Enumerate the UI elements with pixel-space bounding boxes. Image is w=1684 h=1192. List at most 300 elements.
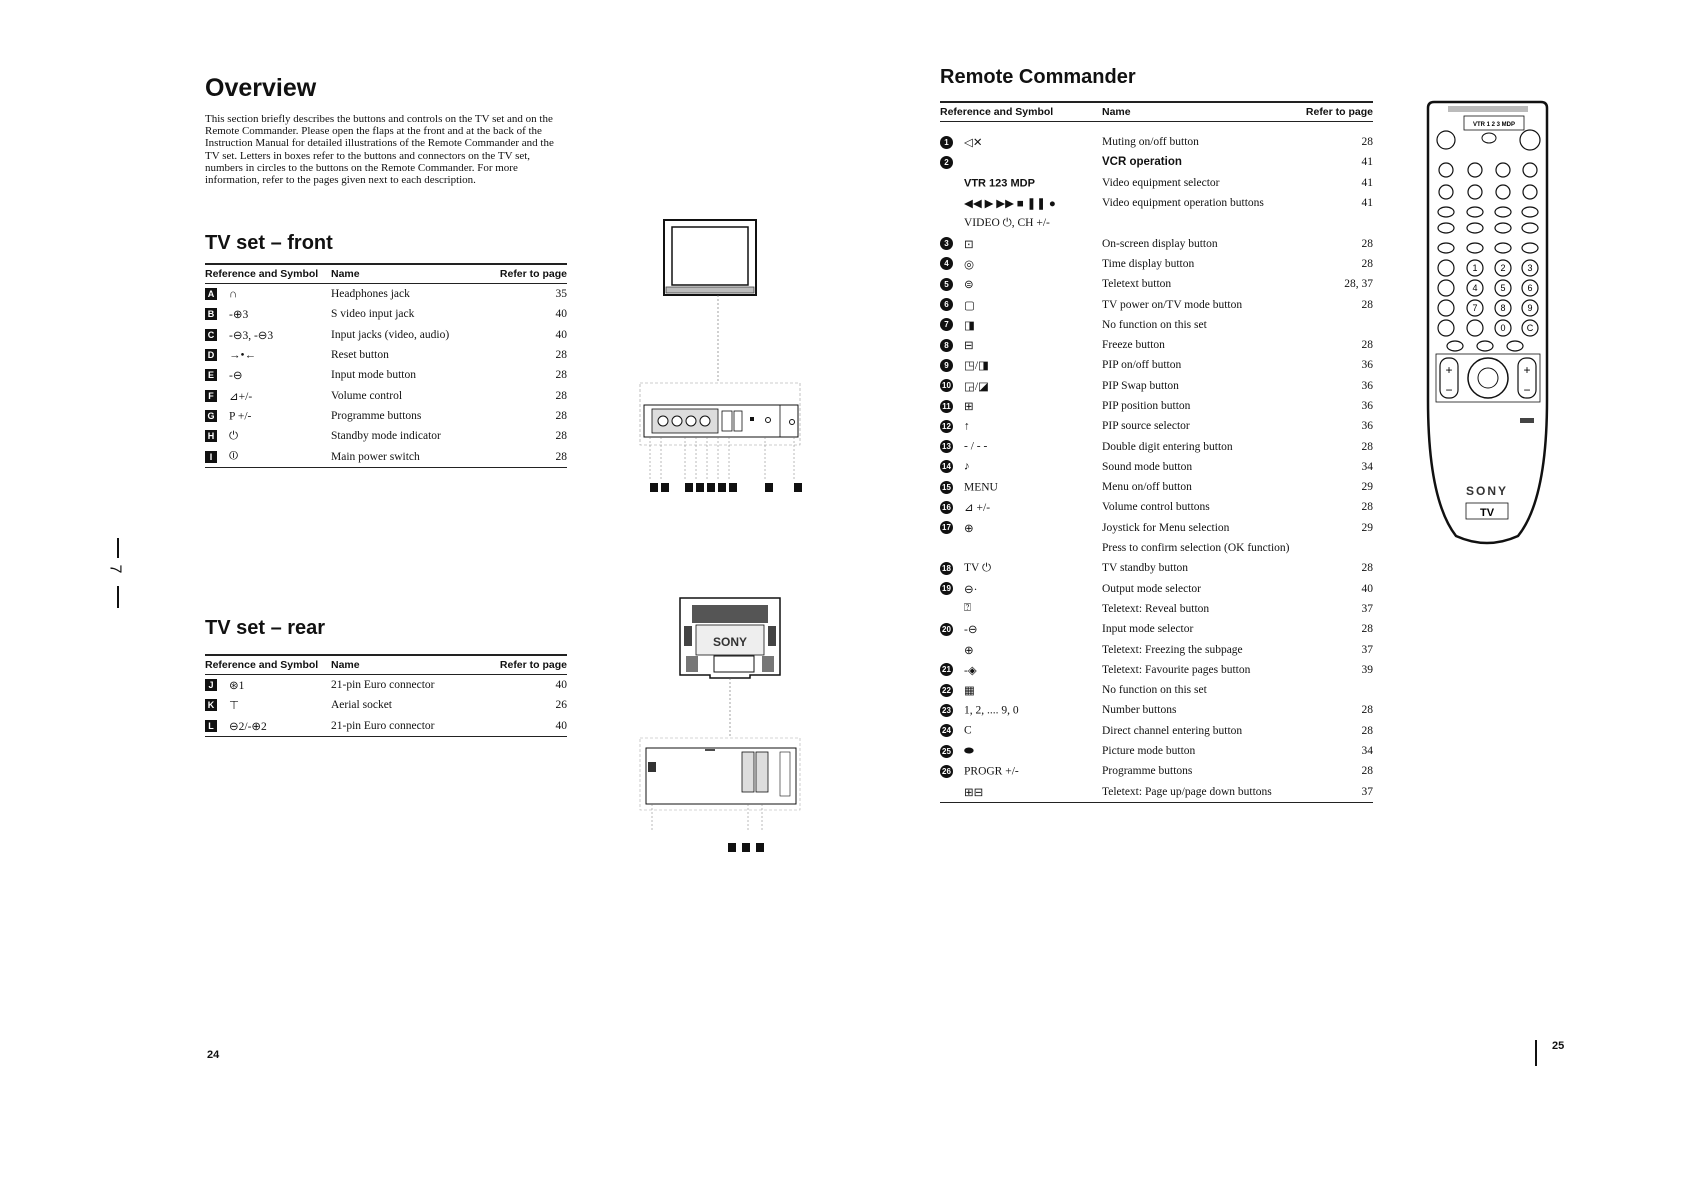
page-cell: 36 bbox=[1361, 400, 1373, 412]
name-cell: Freeze button bbox=[1102, 339, 1165, 352]
table-row bbox=[940, 579, 1373, 599]
ref-cell bbox=[940, 132, 1102, 152]
page-cell: 39 bbox=[1361, 663, 1373, 676]
svg-text:3: 3 bbox=[1527, 263, 1533, 273]
remote-vtr-label: VTR 1 2 3 MDP bbox=[1472, 122, 1516, 128]
table-row bbox=[940, 721, 1373, 741]
name-cell: TV power on/TV mode button bbox=[1102, 298, 1243, 311]
spacer-cell bbox=[940, 122, 1373, 133]
ref-symbol: ⊿ +/- bbox=[964, 502, 991, 515]
ref-number-circle: 12 bbox=[940, 420, 953, 433]
table-row bbox=[205, 675, 567, 696]
ref-number-circle: 16 bbox=[940, 501, 953, 514]
ref-number-circle: 25 bbox=[940, 745, 953, 758]
ref-number-cell bbox=[940, 237, 964, 250]
name-cell: PIP Swap button bbox=[1102, 379, 1179, 392]
name-cell: Video equipment selector bbox=[1102, 176, 1220, 189]
page-cell bbox=[1293, 315, 1373, 335]
name-cell: Input mode button bbox=[331, 369, 416, 382]
page-cell: 28 bbox=[1361, 501, 1373, 514]
page-cell: 28 bbox=[1361, 298, 1373, 311]
tv-rear-brand: SONY bbox=[712, 635, 748, 649]
page-cell: 28 bbox=[555, 349, 567, 362]
ref-cell bbox=[940, 416, 1102, 436]
tv-front-labels bbox=[650, 483, 830, 495]
col-name: Name bbox=[331, 655, 487, 675]
ref-number-cell bbox=[940, 379, 964, 392]
name-cell: Headphones jack bbox=[331, 288, 410, 301]
ref-number-circle: 26 bbox=[940, 765, 953, 778]
page-cell: 34 bbox=[1361, 745, 1373, 758]
ref-symbol: ⊞ bbox=[964, 401, 974, 413]
name-cell: Teletext: Reveal button bbox=[1102, 602, 1210, 615]
ref-cell bbox=[940, 761, 1102, 781]
ref-symbol: ⊡ bbox=[964, 238, 974, 251]
col-name: Name bbox=[331, 264, 487, 284]
page-cell: 28 bbox=[1361, 136, 1373, 149]
ref-letter-box: A bbox=[205, 288, 217, 300]
remote-illustration bbox=[1420, 100, 1555, 550]
margin-mark: 7 bbox=[106, 564, 124, 574]
ref-symbol: →•← bbox=[229, 349, 257, 362]
ref-symbol: MENU bbox=[964, 481, 998, 494]
name-cell: Programme buttons bbox=[331, 409, 422, 422]
page-cell: 28 bbox=[487, 446, 567, 467]
page-cell: 40 bbox=[487, 716, 567, 737]
ref-number-cell bbox=[940, 420, 964, 433]
ref-number-circle: 9 bbox=[940, 359, 953, 372]
ref-number-circle: 23 bbox=[940, 704, 953, 717]
name-cell: PIP position button bbox=[1102, 400, 1191, 412]
margin-bar-top bbox=[117, 538, 119, 558]
ref-cell bbox=[940, 274, 1102, 294]
ref-symbol: ⊿+/- bbox=[229, 390, 253, 403]
table-row bbox=[940, 335, 1373, 355]
ref-symbol: -⊕3 bbox=[229, 309, 249, 322]
ref-cell bbox=[205, 325, 331, 345]
ref-cell bbox=[940, 538, 1102, 558]
remote-table bbox=[940, 101, 1373, 803]
ref-cell bbox=[940, 558, 1102, 578]
page-cell: 29 bbox=[1361, 521, 1373, 534]
ref-symbol: -⊖ bbox=[964, 624, 978, 637]
ref-number-circle: 19 bbox=[940, 582, 953, 595]
ref-cell bbox=[940, 721, 1102, 741]
ref-number-cell bbox=[940, 156, 964, 169]
ref-number-cell bbox=[940, 562, 964, 575]
table-row bbox=[940, 152, 1373, 172]
name-cell: Teletext: Freezing the subpage bbox=[1102, 643, 1243, 656]
svg-text:−: − bbox=[1523, 383, 1531, 397]
ref-symbol: ⊖· bbox=[964, 583, 978, 596]
page-cell: 28 bbox=[1361, 724, 1373, 737]
remote-section-title: Remote Commander bbox=[940, 66, 1136, 88]
name-cell: Time display button bbox=[1102, 257, 1195, 270]
page-cell: 41 bbox=[1361, 176, 1373, 189]
page-cell: 28 bbox=[1361, 765, 1373, 778]
page-cell: 40 bbox=[555, 328, 567, 341]
ref-number-cell bbox=[940, 684, 964, 697]
ref-cell bbox=[940, 579, 1102, 599]
tv-rear-label bbox=[742, 843, 750, 852]
ref-cell bbox=[940, 152, 1102, 172]
ref-symbol: - / - - bbox=[964, 440, 988, 453]
page-cell: 28 bbox=[1361, 623, 1373, 636]
ref-cell bbox=[940, 639, 1102, 659]
table-row bbox=[205, 695, 567, 715]
table-row bbox=[940, 132, 1373, 152]
table-row bbox=[205, 284, 567, 305]
table-row bbox=[940, 193, 1373, 213]
name-cell: Picture mode button bbox=[1102, 745, 1196, 758]
table-row bbox=[940, 680, 1373, 700]
name-cell: 21-pin Euro connector bbox=[331, 716, 487, 737]
page-number-right: 25 bbox=[1552, 1040, 1565, 1052]
svg-text:4: 4 bbox=[1472, 283, 1478, 293]
svg-text:6: 6 bbox=[1527, 283, 1533, 293]
ref-number-circle: 1 bbox=[940, 136, 953, 149]
margin-bar-bottom bbox=[117, 586, 119, 608]
table-row bbox=[940, 173, 1373, 193]
svg-text:+: + bbox=[1445, 363, 1453, 377]
ref-number-cell bbox=[940, 400, 964, 413]
ref-number-cell bbox=[940, 765, 964, 778]
ref-number-cell bbox=[940, 623, 964, 636]
name-cell: Reset button bbox=[331, 349, 389, 362]
name-cell: Muting on/off button bbox=[1102, 136, 1199, 149]
name-cell: Sound mode button bbox=[1102, 460, 1193, 473]
svg-text:5: 5 bbox=[1500, 283, 1506, 293]
ref-cell bbox=[940, 660, 1102, 680]
table-row bbox=[940, 213, 1373, 233]
name-cell: Joystick for Menu selection bbox=[1102, 521, 1230, 534]
page-cell: 34 bbox=[1361, 460, 1373, 473]
table-row bbox=[205, 385, 567, 405]
col-page: Refer to page bbox=[487, 655, 567, 675]
ref-number-circle: 24 bbox=[940, 724, 953, 737]
ref-letter-box: C bbox=[205, 329, 217, 341]
name-cell: Teletext: Page up/page down buttons bbox=[1102, 782, 1293, 803]
table-row bbox=[205, 345, 567, 365]
ref-symbol: C bbox=[964, 724, 972, 737]
table-row bbox=[940, 254, 1373, 274]
ref-symbol: ∩ bbox=[229, 288, 238, 301]
name-cell: Menu on/off button bbox=[1102, 481, 1192, 494]
remote-brand: SONY bbox=[1465, 484, 1509, 498]
ref-symbol: ⊕ bbox=[964, 522, 974, 535]
table-row bbox=[940, 538, 1373, 558]
ref-number-circle: 21 bbox=[940, 663, 953, 676]
ref-cell bbox=[205, 365, 331, 385]
name-cell: Double digit entering button bbox=[1102, 440, 1233, 453]
ref-number-cell bbox=[940, 257, 964, 270]
table-row bbox=[205, 325, 567, 345]
page-cell: 37 bbox=[1361, 643, 1373, 656]
ref-number-circle: 5 bbox=[940, 278, 953, 291]
ref-letter-box: F bbox=[205, 390, 217, 402]
name-cell: Volume control buttons bbox=[1102, 501, 1210, 514]
page-cell: 28 bbox=[1361, 440, 1373, 453]
col-name: Name bbox=[1102, 102, 1293, 122]
name-cell: Standby mode indicator bbox=[331, 430, 441, 443]
intro-paragraph: This section briefly describes the buttons and controls on the TV set and on the Remote Commander. Please open the flaps at the front and at the back of the Instruction Manual for detailed illustrations of the Remote Commander and the TV set. Letters in boxes refer to the buttons and connectors on the TV set, numbers in circles to the buttons on the Remote Commander. For more information, refer to the pages given next to each description. bbox=[205, 113, 554, 187]
ref-symbol: -⊖3, -⊖3 bbox=[229, 329, 274, 342]
page-cell: 41 bbox=[1361, 156, 1373, 169]
ref-number-circle: 7 bbox=[940, 318, 953, 331]
tv-rear-label bbox=[728, 843, 736, 852]
ref-cell bbox=[940, 294, 1102, 314]
col-ref: Reference and Symbol bbox=[205, 655, 331, 675]
ref-letter-box: B bbox=[205, 308, 217, 320]
ref-cell bbox=[940, 254, 1102, 274]
page-cell: 28, 37 bbox=[1344, 278, 1373, 291]
page-cell bbox=[1293, 538, 1373, 558]
page-cell: 28 bbox=[1361, 257, 1373, 270]
ref-cell bbox=[940, 700, 1102, 720]
ref-cell bbox=[940, 741, 1102, 761]
tv-front-label bbox=[794, 483, 802, 492]
ref-symbol: -◈ bbox=[964, 664, 977, 677]
page-cell: 40 bbox=[555, 679, 567, 692]
name-cell: Number buttons bbox=[1102, 704, 1177, 717]
table-row bbox=[940, 315, 1373, 335]
ref-number-circle: 4 bbox=[940, 257, 953, 270]
name-cell bbox=[1102, 213, 1293, 233]
table-row bbox=[940, 558, 1373, 578]
page-cell: 28 bbox=[555, 409, 567, 422]
ref-cell bbox=[940, 396, 1102, 416]
name-cell: VCR operation bbox=[1102, 156, 1182, 169]
ref-cell bbox=[940, 376, 1102, 396]
ref-number-cell bbox=[940, 318, 964, 331]
ref-number-circle: 18 bbox=[940, 562, 953, 575]
ref-cell bbox=[940, 173, 1102, 193]
table-row bbox=[940, 619, 1373, 639]
ref-number-cell bbox=[940, 339, 964, 352]
svg-text:7: 7 bbox=[1472, 303, 1478, 313]
ref-number-circle: 2 bbox=[940, 156, 953, 169]
ref-cell bbox=[940, 315, 1102, 335]
ref-letter-box: E bbox=[205, 369, 217, 381]
ref-cell bbox=[940, 599, 1102, 619]
table-row bbox=[205, 446, 567, 467]
ref-number-cell bbox=[940, 501, 964, 514]
ref-symbol: ◲/◪ bbox=[964, 380, 989, 393]
name-cell: Input mode selector bbox=[1102, 623, 1194, 636]
ref-number-cell bbox=[940, 704, 964, 717]
name-cell: Programme buttons bbox=[1102, 765, 1193, 778]
name-cell: 21-pin Euro connector bbox=[331, 679, 435, 692]
svg-text:2: 2 bbox=[1500, 263, 1506, 273]
name-cell: Video equipment operation buttons bbox=[1102, 197, 1264, 210]
table-row bbox=[940, 660, 1373, 680]
ref-cell bbox=[940, 680, 1102, 700]
page-title: Overview bbox=[205, 74, 317, 102]
ref-number-cell bbox=[940, 582, 964, 595]
name-cell: Main power switch bbox=[331, 446, 487, 467]
ref-cell bbox=[205, 385, 331, 405]
tv-rear-illustration bbox=[630, 590, 830, 850]
table-row bbox=[940, 518, 1373, 538]
ref-number-circle: 3 bbox=[940, 237, 953, 250]
ref-number-circle: 13 bbox=[940, 440, 953, 453]
ref-cell bbox=[205, 695, 331, 715]
rear-section-title: TV set – rear bbox=[205, 617, 326, 639]
tv-front-illustration bbox=[630, 215, 830, 505]
svg-text:+: + bbox=[1523, 363, 1531, 377]
ref-letter-box: I bbox=[205, 451, 217, 463]
ref-number-cell bbox=[940, 359, 964, 372]
ref-symbol: ◳/◨ bbox=[964, 360, 989, 373]
page-cell: 36 bbox=[1361, 359, 1373, 372]
page-cell: 28 bbox=[1361, 704, 1373, 717]
ref-symbol: -⊖ bbox=[229, 370, 243, 383]
ref-cell bbox=[940, 355, 1102, 375]
ref-cell bbox=[940, 782, 1102, 803]
tv-front-label bbox=[685, 483, 693, 492]
ref-symbol: ⊛1 bbox=[229, 680, 245, 693]
ref-cell bbox=[205, 284, 331, 305]
table-row bbox=[940, 416, 1373, 436]
ref-cell bbox=[940, 193, 1102, 213]
table-row bbox=[940, 376, 1373, 396]
ref-number-cell bbox=[940, 298, 964, 311]
ref-cell bbox=[940, 213, 1102, 233]
table-row bbox=[940, 294, 1373, 314]
svg-text:8: 8 bbox=[1500, 303, 1506, 313]
ref-symbol: ♪ bbox=[964, 460, 970, 473]
table-row bbox=[205, 406, 567, 426]
page-cell: 29 bbox=[1361, 481, 1373, 494]
ref-cell bbox=[205, 675, 331, 696]
col-ref: Reference and Symbol bbox=[205, 264, 331, 284]
tv-front-label bbox=[765, 483, 773, 492]
page-cell: 28 bbox=[1361, 562, 1373, 575]
table-row bbox=[940, 599, 1373, 619]
name-cell: Aerial socket bbox=[331, 699, 392, 712]
ref-cell bbox=[940, 497, 1102, 517]
name-cell: On-screen display button bbox=[1102, 237, 1218, 250]
name-cell: Teletext: Favourite pages button bbox=[1102, 663, 1251, 676]
table-row bbox=[940, 497, 1373, 517]
ref-symbol: ◀◀ ▶ ▶▶ ■ ❚❚ ● bbox=[964, 198, 1056, 211]
ref-cell bbox=[940, 335, 1102, 355]
table-row bbox=[940, 396, 1373, 416]
ref-number-cell bbox=[940, 481, 964, 494]
col-ref: Reference and Symbol bbox=[940, 102, 1102, 122]
tv-front-label bbox=[707, 483, 715, 492]
table-row bbox=[940, 274, 1373, 294]
ref-letter-box: H bbox=[205, 430, 217, 442]
ref-letter-box: L bbox=[205, 720, 217, 732]
ref-number-circle: 14 bbox=[940, 460, 953, 473]
page-cell: 36 bbox=[1361, 420, 1373, 433]
page-cell: 37 bbox=[1293, 782, 1373, 803]
ref-cell bbox=[940, 233, 1102, 253]
ref-number-cell bbox=[940, 745, 964, 758]
name-cell: Teletext button bbox=[1102, 278, 1172, 291]
ref-number-cell bbox=[940, 136, 964, 149]
page-number-left: 24 bbox=[207, 1049, 220, 1061]
name-cell: S video input jack bbox=[331, 308, 415, 321]
ref-symbol: ↑ bbox=[964, 420, 970, 433]
table-row bbox=[940, 700, 1373, 720]
ref-number-cell bbox=[940, 724, 964, 737]
page-cell: 26 bbox=[555, 699, 567, 712]
page-cell: 40 bbox=[1361, 582, 1373, 595]
svg-text:C: C bbox=[1526, 323, 1534, 333]
front-table bbox=[205, 263, 567, 468]
ref-letter-box: G bbox=[205, 410, 217, 422]
page-cell bbox=[1293, 680, 1373, 700]
table-row bbox=[205, 304, 567, 324]
ref-number-circle: 15 bbox=[940, 481, 953, 494]
ref-cell bbox=[205, 716, 331, 737]
page-cell: 28 bbox=[1361, 237, 1373, 250]
table-row bbox=[940, 761, 1373, 781]
table-row bbox=[205, 365, 567, 385]
ref-symbol: P +/- bbox=[229, 410, 252, 423]
ref-number-cell bbox=[940, 460, 964, 473]
ref-symbol: PROGR +/- bbox=[964, 765, 1019, 778]
ref-cell bbox=[940, 477, 1102, 497]
ref-number-circle: 10 bbox=[940, 379, 953, 392]
page-cell: 28 bbox=[555, 389, 567, 402]
col-page: Refer to page bbox=[487, 264, 567, 284]
page-cell: 28 bbox=[1361, 339, 1373, 352]
ref-symbol: ◁✕ bbox=[964, 137, 983, 150]
ref-cell bbox=[205, 345, 331, 365]
name-cell: Volume control bbox=[331, 389, 403, 402]
tv-rear-label bbox=[756, 843, 764, 852]
ref-symbol: ⊟ bbox=[964, 340, 974, 353]
ref-cell bbox=[205, 304, 331, 324]
ref-number-circle: 17 bbox=[940, 521, 953, 534]
ref-symbol: ⏼ bbox=[229, 450, 239, 463]
ref-number-circle: 6 bbox=[940, 298, 953, 311]
page-cell: 28 bbox=[555, 430, 567, 443]
ref-letter-box: D bbox=[205, 349, 217, 361]
svg-text:1: 1 bbox=[1472, 263, 1478, 273]
name-cell: PIP on/off button bbox=[1102, 359, 1182, 372]
name-cell: PIP source selector bbox=[1102, 420, 1190, 433]
name-cell: Press to confirm selection (OK function) bbox=[1102, 542, 1290, 555]
name-cell: Input jacks (video, audio) bbox=[331, 328, 450, 341]
table-row bbox=[940, 741, 1373, 761]
svg-text:−: − bbox=[1445, 383, 1453, 397]
ref-number-cell bbox=[940, 278, 964, 291]
svg-text:0: 0 bbox=[1500, 323, 1506, 333]
page-cell: 35 bbox=[555, 288, 567, 301]
ref-symbol: ⊜ bbox=[964, 279, 974, 292]
name-cell: Output mode selector bbox=[1102, 582, 1202, 595]
page-cell: 40 bbox=[555, 308, 567, 321]
name-cell: Direct channel entering button bbox=[1102, 724, 1243, 737]
ref-symbol: ⍰ bbox=[964, 602, 971, 615]
table-row bbox=[940, 457, 1373, 477]
ref-number-circle: 20 bbox=[940, 623, 953, 636]
page-cell: 28 bbox=[555, 369, 567, 382]
ref-cell bbox=[205, 406, 331, 426]
ref-symbol: ⊞⊟ bbox=[964, 786, 984, 799]
ref-symbol: ▦ bbox=[964, 685, 975, 698]
ref-cell bbox=[205, 446, 331, 467]
name-cell: TV standby button bbox=[1102, 562, 1189, 575]
svg-text:9: 9 bbox=[1527, 303, 1533, 313]
remote-tv-label: TV bbox=[1479, 507, 1495, 519]
ref-number-circle: 8 bbox=[940, 339, 953, 352]
ref-cell bbox=[940, 436, 1102, 456]
